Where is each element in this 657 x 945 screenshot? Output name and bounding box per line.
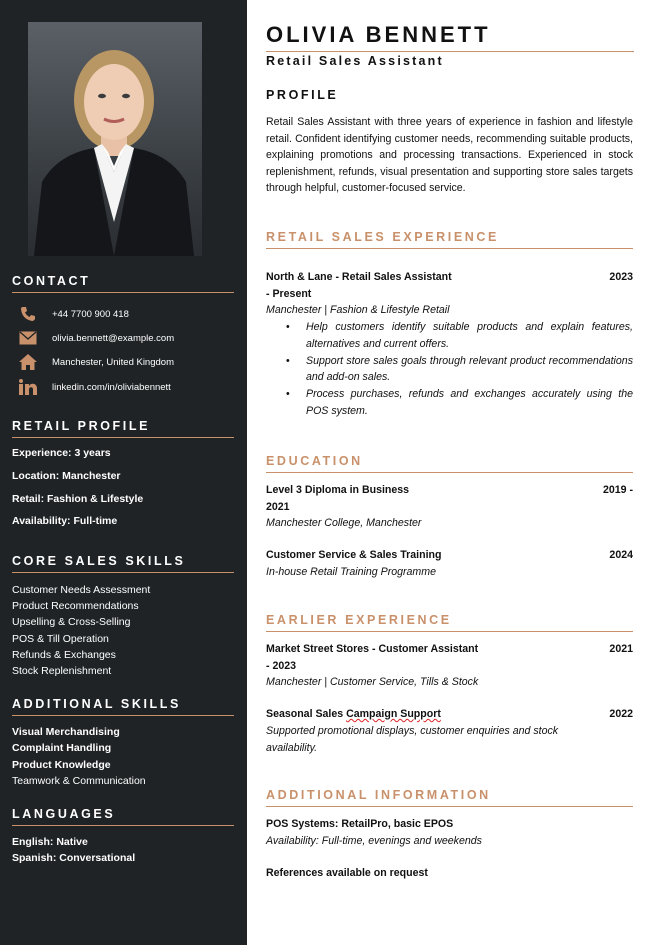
candidate-role: Retail Sales Assistant <box>266 54 444 68</box>
candidate-name: OLIVIA BENNETT <box>266 22 491 47</box>
earlier-title <box>266 641 478 674</box>
profile-heading: PROFILE <box>266 88 339 102</box>
availability: Availability: Full-time, evenings and weekends <box>266 835 482 847</box>
experience-heading: RETAIL SALES EXPERIENCE <box>266 230 499 244</box>
list-item: English: Native <box>12 836 88 848</box>
languages-list <box>12 836 135 869</box>
list-item: Availability: Full-time <box>12 515 118 527</box>
list-item: Visual Merchandising <box>12 726 120 738</box>
education-title-line1: Level 3 Diploma in Business <box>266 484 410 496</box>
profile-summary: Retail Sales Assistant with three years of experience in fashion and lifestyle retail. Confident identifying customer needs, recommending suitable products, explaining promotions and processing transactions. Experienced in stock replenishment, refunds, visual presentation and supporting store sales targets through helpful, customer-focused service. <box>266 116 633 194</box>
bullet-icon: • <box>286 321 290 333</box>
list-item: Upselling & Cross-Selling <box>12 616 131 629</box>
linkedin-text: linkedin.com/in/oliviabennett <box>52 381 171 393</box>
contact-phone <box>18 304 129 324</box>
contact-heading: CONTACT <box>12 274 91 288</box>
seasonal-title-flagged: Campaign Support <box>346 708 441 720</box>
earlier-subtitle: Manchester | Customer Service, Tills & Stock <box>266 676 479 688</box>
core-skills-list <box>12 584 150 681</box>
experience-subtitle: Manchester | Fashion & Lifestyle Retail <box>266 304 450 316</box>
contact-divider <box>12 292 234 293</box>
linkedin-icon <box>18 377 38 397</box>
location-text: Manchester, United Kingdom <box>52 356 174 368</box>
additional-info-heading: ADDITIONAL INFORMATION <box>266 788 491 802</box>
earlier-date: 2021 <box>609 643 633 655</box>
education-date: 2019 - <box>602 484 633 496</box>
additional-skills-heading: ADDITIONAL SKILLS <box>12 697 181 711</box>
references: References available on request <box>266 867 428 879</box>
list-item: • Help customers identify suitable products and explain features, alternatives and current offers. <box>286 321 633 350</box>
envelope-icon <box>18 328 38 348</box>
list-item: Retail: Fashion & Lifestyle <box>12 493 144 505</box>
languages-heading: LANGUAGES <box>12 807 116 821</box>
phone-icon <box>18 304 38 324</box>
additional-info-divider <box>266 806 633 807</box>
list-item: Customer Needs Assessment <box>12 584 151 596</box>
earlier-title-line1: Market Street Stores - Customer Assistant <box>266 643 479 655</box>
bullet-icon: • <box>286 354 290 367</box>
seasonal-date: 2022 <box>609 708 633 720</box>
experience-title-line2: - Present <box>266 287 312 300</box>
list-item: Location: Manchester <box>12 470 121 482</box>
list-item: • Support store sales goals through relevant product recommendations and add-on sales. <box>286 354 633 384</box>
experience-date: 2023 <box>609 271 633 283</box>
list-item: Product Recommendations <box>12 600 139 613</box>
core-skills-divider <box>12 572 234 573</box>
experience-title <box>266 269 452 302</box>
home-icon <box>18 352 38 372</box>
list-item: Teamwork & Communication <box>12 774 146 787</box>
seasonal-title <box>266 706 441 723</box>
core-skills-heading: CORE SALES SKILLS <box>12 554 186 568</box>
education-title-line2: 2021 <box>266 500 290 513</box>
additional-skills-divider <box>12 715 234 716</box>
seasonal-title-pre: Seasonal Sales <box>266 708 347 720</box>
main-content <box>247 0 657 945</box>
education-subtitle: Manchester College, Manchester <box>266 517 422 529</box>
experience-title-line1: North & Lane - Retail Sales Assistant <box>266 271 452 283</box>
languages-divider <box>12 825 234 826</box>
education-divider <box>266 472 633 473</box>
education-heading: EDUCATION <box>266 454 363 468</box>
list-item: Spanish: Conversational <box>12 852 136 865</box>
experience-divider <box>266 248 633 249</box>
training-date: 2024 <box>609 549 633 561</box>
retail-profile-heading: RETAIL PROFILE <box>12 419 151 433</box>
list-item: POS & Till Operation <box>12 632 109 645</box>
training-title: Customer Service & Sales Training <box>266 549 442 561</box>
contact-linkedin <box>18 377 171 397</box>
name-divider <box>266 51 634 52</box>
seasonal-subtitle: Supported promotional displays, customer enquiries and stock availability. <box>266 725 559 754</box>
education-title <box>266 482 409 515</box>
contact-location <box>18 352 174 372</box>
email-text: olivia.bennett@example.com <box>52 332 175 344</box>
list-item: Stock Replenishment <box>12 664 112 677</box>
bullet-icon: • <box>286 388 290 401</box>
additional-skills-list <box>12 726 146 791</box>
retail-profile-list <box>12 447 143 537</box>
list-item: Complaint Handling <box>12 742 112 755</box>
contact-email <box>18 328 175 348</box>
earlier-experience-divider <box>266 631 633 632</box>
earlier-title-line2: - 2023 <box>266 659 297 672</box>
list-item: • Process purchases, refunds and exchanges accurately using the POS system. <box>286 388 633 417</box>
experience-bullets <box>266 319 633 420</box>
list-item: Product Knowledge <box>12 758 111 771</box>
list-item: Refunds & Exchanges <box>12 648 116 661</box>
pos-systems: POS Systems: RetailPro, basic EPOS <box>266 818 454 830</box>
phone-text: +44 7700 900 418 <box>52 308 129 320</box>
retail-profile-divider <box>12 437 234 438</box>
profile-photo <box>28 22 202 256</box>
list-item: Experience: 3 years <box>12 447 111 459</box>
training-subtitle: In-house Retail Training Programme <box>266 566 436 578</box>
sidebar <box>0 0 247 945</box>
earlier-experience-heading: EARLIER EXPERIENCE <box>266 613 452 627</box>
